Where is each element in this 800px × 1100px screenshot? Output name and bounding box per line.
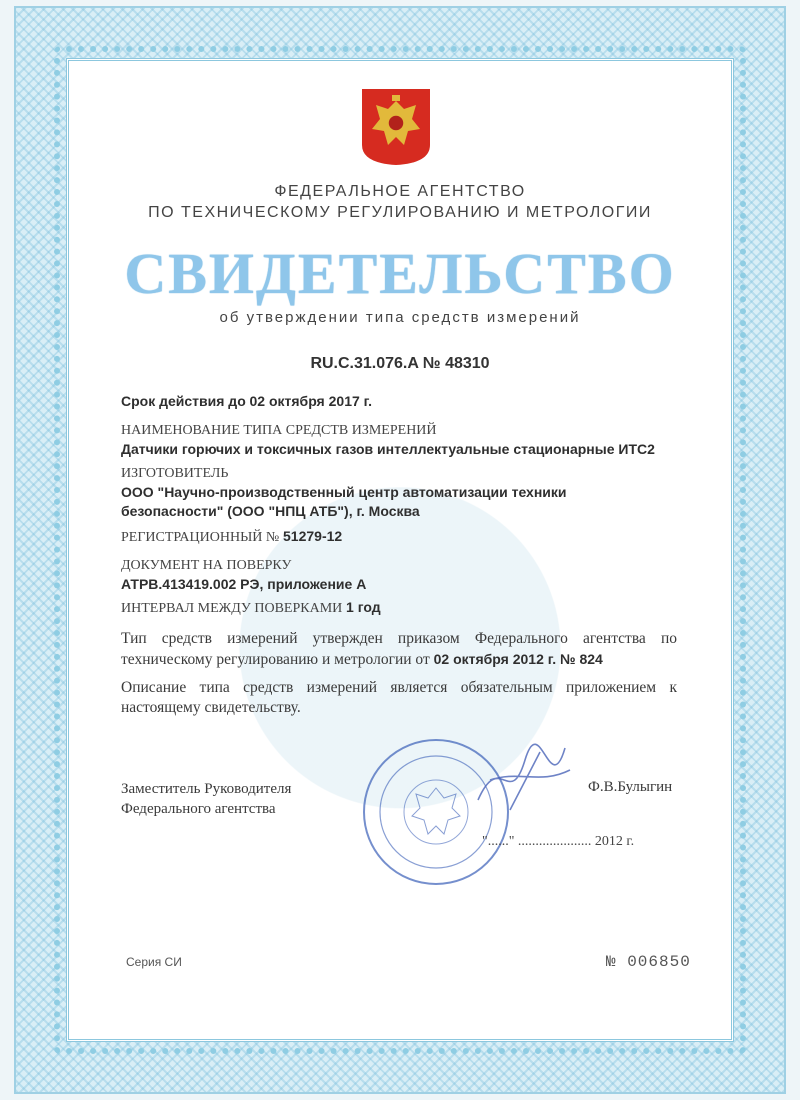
manufacturer-line1: ООО "Научно-производственный центр автоматизации техники bbox=[121, 484, 567, 500]
signature-icon bbox=[470, 740, 580, 820]
agency-name-line2: ПО ТЕХНИЧЕСКОМУ РЕГУЛИРОВАНИЮ И МЕТРОЛОГИИ bbox=[148, 204, 652, 221]
certificate-number: RU.C.31.076.A № 48310 bbox=[310, 355, 490, 372]
manufacturer-section bbox=[121, 464, 681, 521]
instrument-section bbox=[121, 421, 681, 459]
signatory-name: Ф.В.Булыгин bbox=[588, 779, 673, 795]
series-label: Серия СИ bbox=[126, 955, 182, 969]
approval-date: 02 октября 2012 г. № 824 bbox=[433, 651, 603, 667]
manufacturer-line2: безопасности" (ООО "НПЦ АТБ"), г. Москва bbox=[121, 503, 420, 519]
signatory-position bbox=[121, 779, 291, 819]
verification-doc-section bbox=[121, 556, 681, 594]
instrument-value: Датчики горючих и токсичных газов интеллектуальные стационарные ИТС2 bbox=[121, 441, 655, 457]
interval-row bbox=[121, 598, 681, 618]
verification-doc-label: ДОКУМЕНТ НА ПОВЕРКУ bbox=[121, 558, 292, 573]
instrument-label: НАИМЕНОВАНИЕ ТИПА СРЕДСТВ ИЗМЕРЕНИЙ bbox=[121, 423, 437, 438]
registration-value: 51279-12 bbox=[283, 528, 343, 544]
coat-of-arms-icon bbox=[360, 87, 432, 167]
registration-label: РЕГИСТРАЦИОННЫЙ № bbox=[121, 530, 280, 545]
interval-label: ИНТЕРВАЛ МЕЖДУ ПОВЕРКАМИ bbox=[121, 601, 343, 616]
manufacturer-label: ИЗГОТОВИТЕЛЬ bbox=[121, 466, 229, 481]
certificate-title: СВИДЕТЕЛЬСТВО bbox=[124, 241, 676, 306]
description-paragraph: Описание типа средств измерений является обязательным приложением к настоящему свидетельству. bbox=[121, 679, 677, 716]
validity-value: 02 октября 2017 г. bbox=[249, 393, 372, 409]
validity-label: Срок действия до bbox=[121, 393, 246, 409]
agency-name-line1: ФЕДЕРАЛЬНОЕ АГЕНТСТВО bbox=[274, 183, 526, 200]
validity-row bbox=[121, 392, 681, 412]
signatory-position-line1: Заместитель Руководителя bbox=[121, 781, 292, 797]
certificate-sheet bbox=[14, 6, 786, 1094]
interval-value: 1 год bbox=[346, 599, 381, 615]
registration-row bbox=[121, 527, 681, 547]
verification-doc-value: АТРВ.413419.002 РЭ, приложение А bbox=[121, 576, 367, 592]
serial-number: № 006850 bbox=[606, 953, 691, 971]
signature-date-line: "......" ..................... 2012 г. bbox=[482, 834, 635, 849]
certificate-subtitle: об утверждении типа средств измерений bbox=[219, 309, 581, 326]
signatory-position-line2: Федерального агентства bbox=[121, 801, 276, 817]
approval-paragraph bbox=[121, 629, 677, 670]
approval-text: Тип средств измерений утвержден приказом Федерального агентства по техническому регулированию и метрологии от bbox=[121, 630, 677, 668]
